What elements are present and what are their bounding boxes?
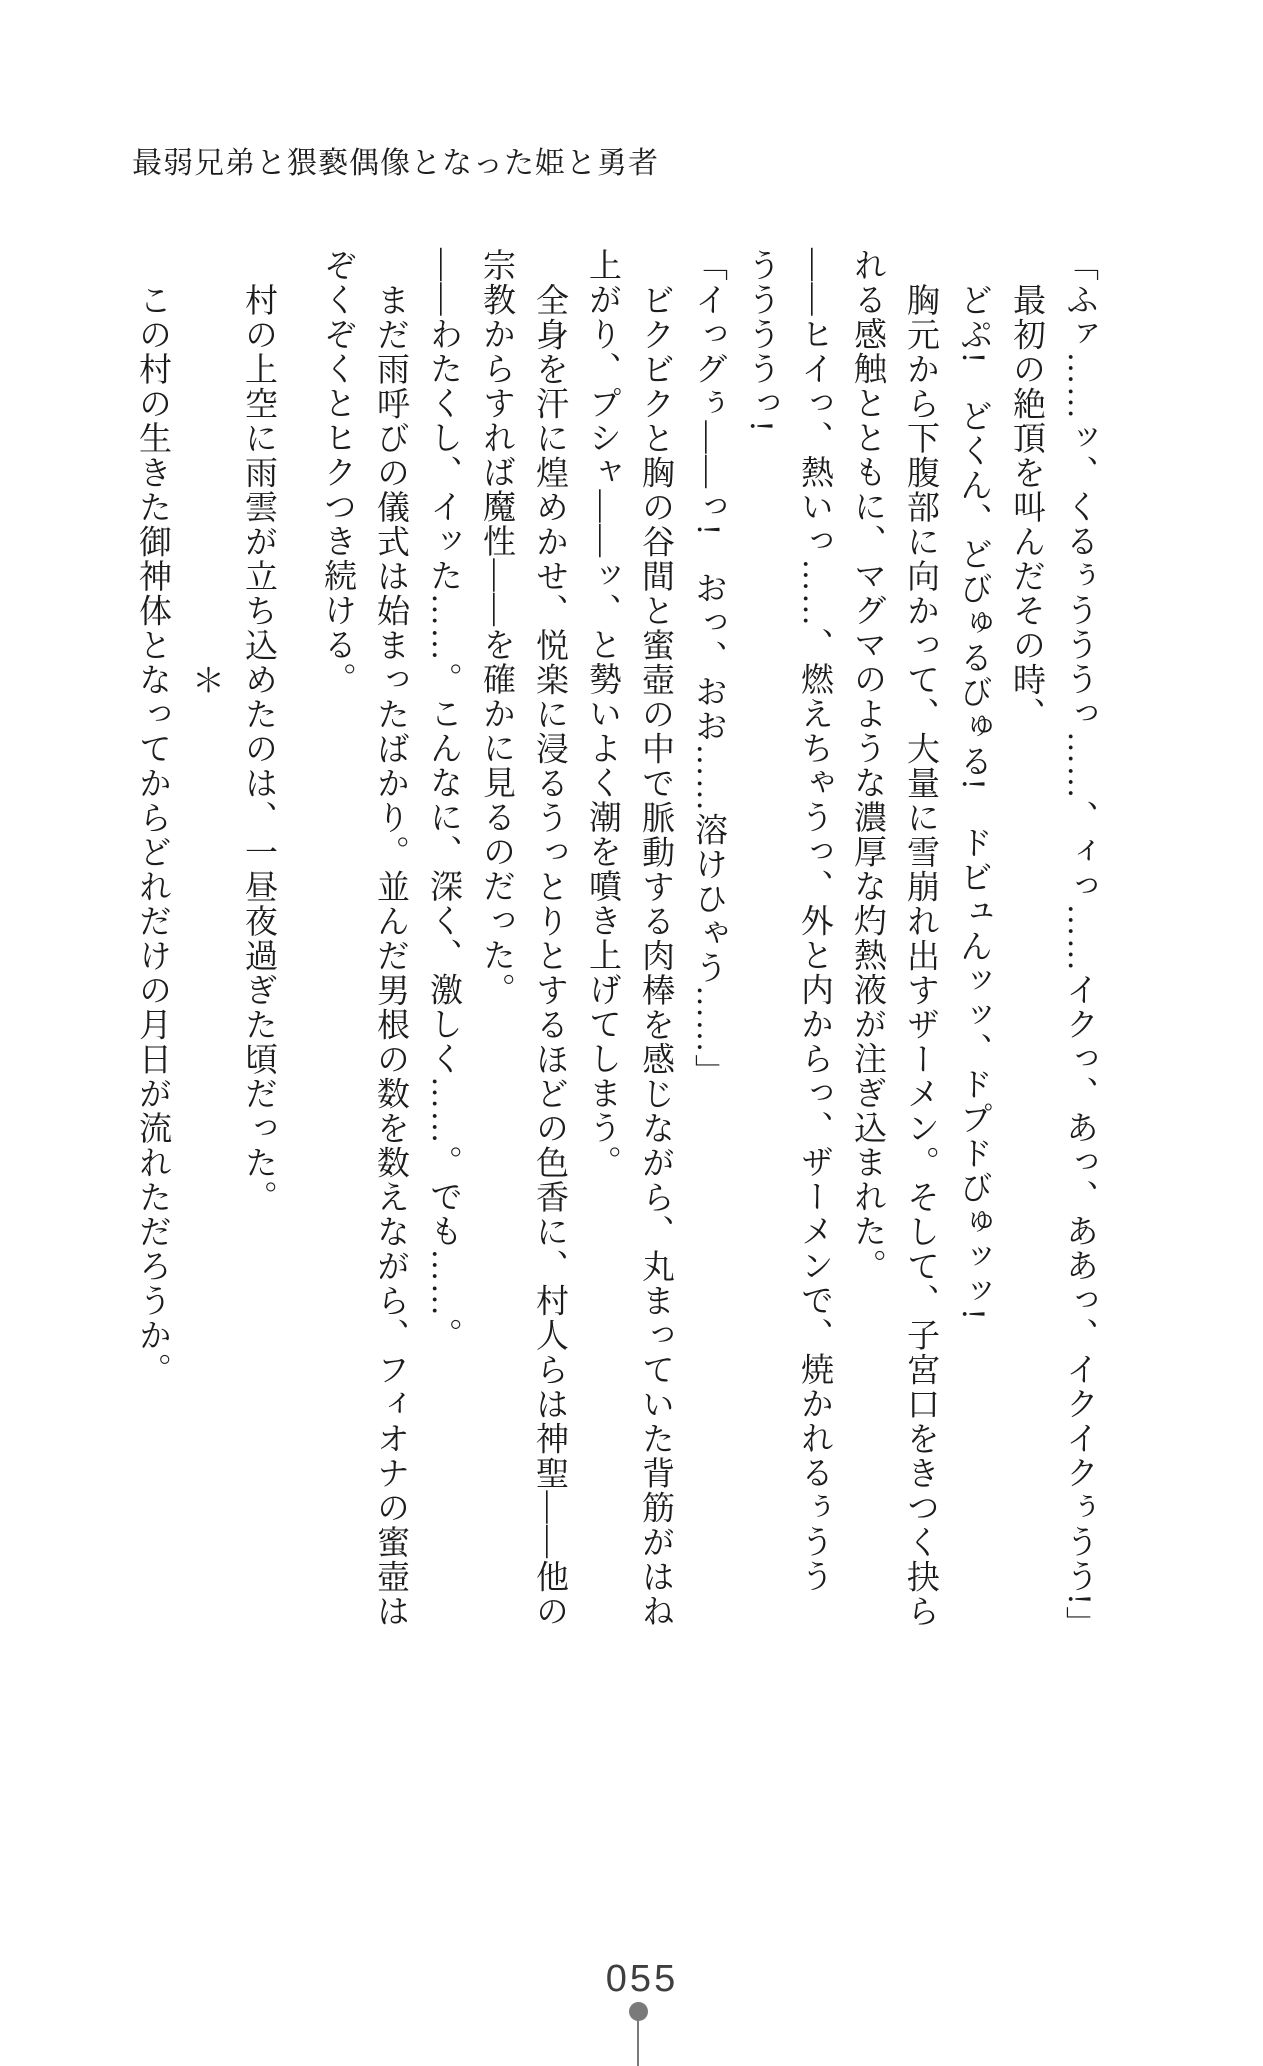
text-column: 胸元から下腹部に向かって、大量に雪崩れ出すザーメン。そして、子宮口をきつく抉ら [902, 283, 938, 1629]
text-column: 村の上空に雨雲が立ち込めたのは、一昼夜過ぎた頃だった。 [240, 283, 276, 1215]
text-column: 宗教からすれば魔性――を確かに見るのだった。 [478, 248, 514, 1007]
page-number: 055 [605, 1958, 679, 2000]
footer-line-ornament [637, 2016, 639, 2066]
section-separator: ＊ [187, 663, 223, 696]
text-column: 全身を汗に煌めかせ、悦楽に浸るうっとりとするほどの色香に、村人らは神聖――他の [531, 283, 567, 1629]
text-column: どぷ! どくん、どびゅるびゅる! ドビュんッッ、ドプドびゅッッ! [955, 283, 991, 1321]
text-column: 「ふァ……ッ、くるぅうううっ……、ィっ……イクっ、あっ、ああっ、イクイクぅうう!」 [1061, 248, 1097, 1641]
running-head-title: 最弱兄弟と猥褻偶像となった姫と勇者 [132, 147, 659, 180]
text-column: 上がり、プシャ――ッ、と勢いよく潮を噴き上げてしまう。 [584, 248, 620, 1180]
text-column: 「イっグぅ――っ! おっ、おお……溶けひゃう……」 [690, 248, 726, 1089]
text-column: この村の生きた御神体となってからどれだけの月日が流れただろうか。 [134, 283, 170, 1387]
text-column: まだ雨呼びの儀式は始まったばかり。並んだ男根の数を数えながら、フィオナの蜜壺は [372, 283, 408, 1629]
vertical-text-block [125, 248, 1105, 1648]
text-column: 最初の絶頂を叫んだその時、 [1008, 283, 1044, 732]
text-column: ううううっ! [743, 248, 779, 433]
text-column: ――ヒイっ、熱いっ……、燃えちゃうっ、外と内からっ、ザーメンで、焼かれるぅうう [796, 248, 832, 1594]
text-column: れる感触とともに、マグマのような濃厚な灼熱液が注ぎ込まれた。 [849, 248, 885, 1283]
text-column: ぞくぞくとヒクつき続ける。 [319, 248, 355, 697]
text-column: ――わたくし、イッた……。こんなに、深く、激しく……。でも……。 [425, 248, 461, 1352]
text-column: ビクビクと胸の谷間と蜜壺の中で脈動する肉棒を感じながら、丸まっていた背筋がはね [637, 283, 673, 1629]
